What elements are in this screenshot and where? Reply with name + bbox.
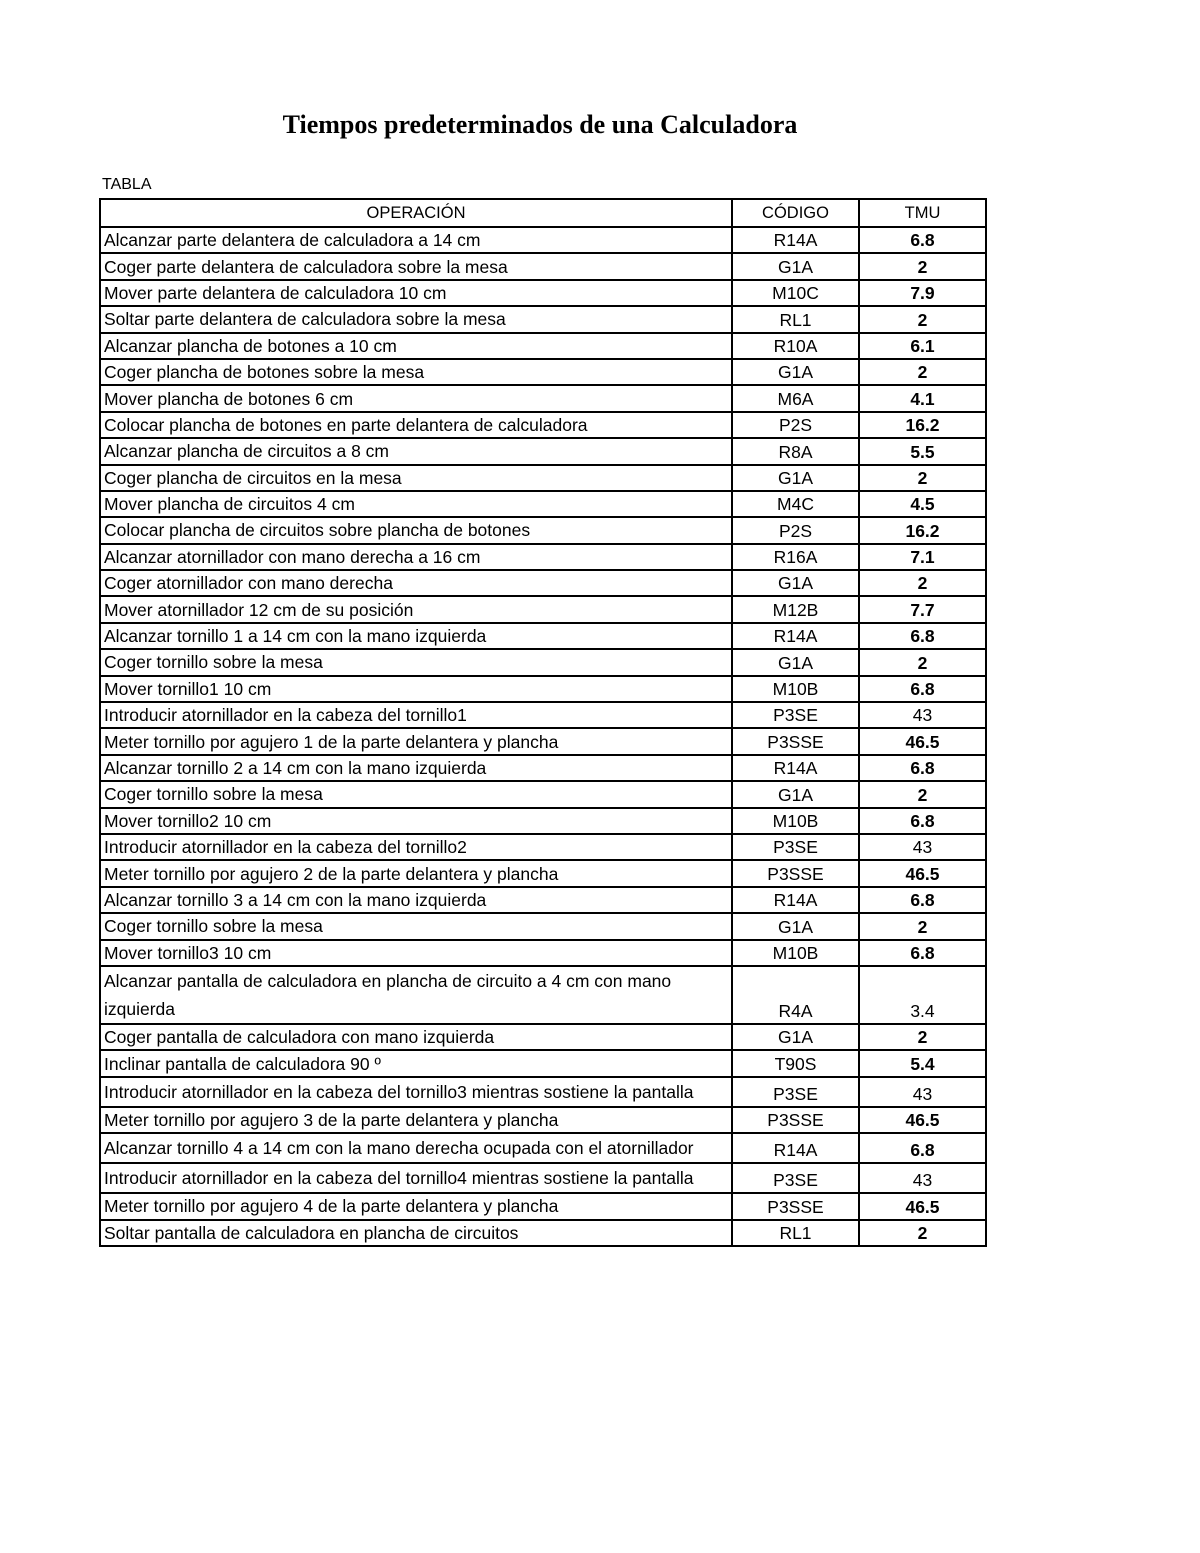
tmu-cell: 6.8 [859, 887, 986, 913]
code-cell: P3SSE [732, 1193, 859, 1219]
operation-cell: Mover atornillador 12 cm de su posición [100, 596, 732, 622]
code-cell: M10B [732, 808, 859, 834]
tmu-cell: 43 [859, 1163, 986, 1193]
operation-cell: Coger atornillador con mano derecha [100, 570, 732, 596]
code-cell: G1A [732, 1024, 859, 1050]
code-cell: M10B [732, 940, 859, 966]
code-cell: G1A [732, 781, 859, 807]
operation-cell: Introducir atornillador en la cabeza del tornillo2 [100, 834, 732, 860]
table-row [100, 412, 986, 438]
header-tmu: TMU [859, 199, 986, 227]
table-row [100, 1163, 986, 1193]
table-row [100, 676, 986, 702]
tmu-cell: 46.5 [859, 1193, 986, 1219]
tmu-cell: 2 [859, 465, 986, 491]
operation-cell: Coger tornillo sobre la mesa [100, 781, 732, 807]
tmu-cell: 7.9 [859, 280, 986, 306]
code-cell: G1A [732, 253, 859, 279]
operation-cell: Alcanzar plancha de circuitos a 8 cm [100, 438, 732, 464]
tmu-cell: 3.4 [859, 966, 986, 1024]
table-row [100, 491, 986, 517]
tmu-cell: 7.1 [859, 544, 986, 570]
operation-cell: Soltar parte delantera de calculadora sobre la mesa [100, 306, 732, 332]
tmu-cell: 7.7 [859, 596, 986, 622]
operation-cell: Alcanzar atornillador con mano derecha a 16 cm [100, 544, 732, 570]
operation-cell: Mover tornillo1 10 cm [100, 676, 732, 702]
table-row [100, 517, 986, 543]
tmu-cell: 43 [859, 702, 986, 728]
table-row [100, 465, 986, 491]
operation-cell: Soltar pantalla de calculadora en plancha de circuitos [100, 1220, 732, 1246]
tmu-cell: 6.8 [859, 808, 986, 834]
table-row [100, 1193, 986, 1219]
code-cell: M6A [732, 385, 859, 411]
table-row [100, 1024, 986, 1050]
code-cell: P3SSE [732, 860, 859, 886]
tmu-cell: 43 [859, 1077, 986, 1107]
table-row [100, 860, 986, 886]
header-codigo: CÓDIGO [732, 199, 859, 227]
operation-cell: Alcanzar parte delantera de calculadora a 14 cm [100, 227, 732, 253]
code-cell: P3SE [732, 834, 859, 860]
operation-cell: Mover plancha de circuitos 4 cm [100, 491, 732, 517]
tmu-cell: 5.4 [859, 1050, 986, 1076]
operation-cell: Mover tornillo2 10 cm [100, 808, 732, 834]
tmu-cell: 2 [859, 306, 986, 332]
tmu-cell: 16.2 [859, 517, 986, 543]
operation-cell: Meter tornillo por agujero 2 de la parte delantera y plancha [100, 860, 732, 886]
code-cell: G1A [732, 649, 859, 675]
tmu-cell: 6.8 [859, 1133, 986, 1163]
table-row [100, 438, 986, 464]
code-cell: R14A [732, 227, 859, 253]
header-operacion: OPERACIÓN [100, 199, 732, 227]
operation-cell: Introducir atornillador en la cabeza del tornillo1 [100, 702, 732, 728]
tmu-cell: 6.1 [859, 333, 986, 359]
operation-cell: Coger parte delantera de calculadora sobre la mesa [100, 253, 732, 279]
operation-cell: Alcanzar tornillo 4 a 14 cm con la mano derecha ocupada con el atornillador [100, 1133, 732, 1163]
code-cell: R16A [732, 544, 859, 570]
operation-cell: Colocar plancha de circuitos sobre plancha de botones [100, 517, 732, 543]
code-cell: RL1 [732, 306, 859, 332]
operation-cell: Coger plancha de circuitos en la mesa [100, 465, 732, 491]
operation-cell: Meter tornillo por agujero 4 de la parte delantera y plancha [100, 1193, 732, 1219]
operation-cell: Introducir atornillador en la cabeza del tornillo3 mientras sostiene la pantalla [100, 1077, 732, 1107]
operation-cell: Coger plancha de botones sobre la mesa [100, 359, 732, 385]
code-cell: R14A [732, 887, 859, 913]
operation-cell: Coger tornillo sobre la mesa [100, 649, 732, 675]
table-label: TABLA [102, 176, 152, 193]
tmu-cell: 16.2 [859, 412, 986, 438]
operation-cell: Mover plancha de botones 6 cm [100, 385, 732, 411]
table-row [100, 1133, 986, 1163]
code-cell: P3SE [732, 702, 859, 728]
tmu-cell: 6.8 [859, 755, 986, 781]
code-cell: T90S [732, 1050, 859, 1076]
tmu-cell: 2 [859, 1220, 986, 1246]
table-row [100, 808, 986, 834]
operation-cell: Introducir atornillador en la cabeza del tornillo4 mientras sostiene la pantalla [100, 1163, 732, 1193]
tmu-cell: 2 [859, 1024, 986, 1050]
tmu-cell: 2 [859, 649, 986, 675]
operation-cell: Alcanzar tornillo 1 a 14 cm con la mano izquierda [100, 623, 732, 649]
tmu-cell: 6.8 [859, 623, 986, 649]
tmu-cell: 6.8 [859, 676, 986, 702]
tmu-cell: 46.5 [859, 728, 986, 754]
table-row [100, 1050, 986, 1076]
table-row [100, 544, 986, 570]
table-row [100, 623, 986, 649]
tmu-cell: 4.1 [859, 385, 986, 411]
code-cell: P3SE [732, 1163, 859, 1193]
code-cell: G1A [732, 570, 859, 596]
operation-cell: Alcanzar tornillo 2 a 14 cm con la mano izquierda [100, 755, 732, 781]
code-cell: R14A [732, 1133, 859, 1163]
code-cell: P2S [732, 412, 859, 438]
tmu-cell: 46.5 [859, 1107, 986, 1133]
table-row [100, 385, 986, 411]
table-row [100, 306, 986, 332]
table-row [100, 333, 986, 359]
code-cell: R14A [732, 755, 859, 781]
table-row [100, 227, 986, 253]
operation-cell: Coger tornillo sobre la mesa [100, 913, 732, 939]
code-cell: P3SSE [732, 728, 859, 754]
tmu-cell: 2 [859, 253, 986, 279]
table-row [100, 649, 986, 675]
tmu-cell: 2 [859, 570, 986, 596]
table-row [100, 728, 986, 754]
code-cell: M10C [732, 280, 859, 306]
operation-cell: Meter tornillo por agujero 3 de la parte delantera y plancha [100, 1107, 732, 1133]
tmu-cell: 4.5 [859, 491, 986, 517]
code-cell: M4C [732, 491, 859, 517]
code-cell: R8A [732, 438, 859, 464]
operation-cell: Mover parte delantera de calculadora 10 cm [100, 280, 732, 306]
tmu-cell: 2 [859, 913, 986, 939]
code-cell: G1A [732, 359, 859, 385]
code-cell: R4A [732, 966, 859, 1024]
tmu-cell: 2 [859, 359, 986, 385]
table-row [100, 570, 986, 596]
operation-cell: Inclinar pantalla de calculadora 90 º [100, 1050, 732, 1076]
code-cell: R14A [732, 623, 859, 649]
operation-cell: Alcanzar tornillo 3 a 14 cm con la mano izquierda [100, 887, 732, 913]
table-row [100, 1077, 986, 1107]
tmu-cell: 2 [859, 781, 986, 807]
operation-cell: Mover tornillo3 10 cm [100, 940, 732, 966]
operation-cell: Alcanzar pantalla de calculadora en plancha de circuito a 4 cm con mano izquierda [100, 966, 732, 1024]
tmu-cell: 46.5 [859, 860, 986, 886]
code-cell: M12B [732, 596, 859, 622]
code-cell: G1A [732, 465, 859, 491]
table-row [100, 1220, 986, 1246]
document-title: Tiempos predeterminados de una Calculadora [282, 110, 798, 139]
table-row [100, 834, 986, 860]
table-row [100, 755, 986, 781]
operation-cell: Colocar plancha de botones en parte delantera de calculadora [100, 412, 732, 438]
table-row [100, 966, 986, 1024]
table-row [100, 887, 986, 913]
table-row [100, 702, 986, 728]
operation-cell: Coger pantalla de calculadora con mano izquierda [100, 1024, 732, 1050]
operation-cell: Meter tornillo por agujero 1 de la parte delantera y plancha [100, 728, 732, 754]
table-row [100, 596, 986, 622]
table-row [100, 940, 986, 966]
tmu-cell: 5.5 [859, 438, 986, 464]
tmu-cell: 6.8 [859, 227, 986, 253]
code-cell: R10A [732, 333, 859, 359]
table-row [100, 1107, 986, 1133]
table-row [100, 359, 986, 385]
tmu-cell: 6.8 [859, 940, 986, 966]
code-cell: P2S [732, 517, 859, 543]
code-cell: RL1 [732, 1220, 859, 1246]
code-cell: G1A [732, 913, 859, 939]
table-header-row [100, 199, 986, 227]
table-row [100, 781, 986, 807]
table-body [100, 227, 986, 1246]
operation-cell: Alcanzar plancha de botones a 10 cm [100, 333, 732, 359]
tmu-cell: 43 [859, 834, 986, 860]
table-row [100, 253, 986, 279]
tmu-table [99, 198, 987, 1247]
table-row [100, 913, 986, 939]
code-cell: M10B [732, 676, 859, 702]
table-row [100, 280, 986, 306]
code-cell: P3SSE [732, 1107, 859, 1133]
code-cell: P3SE [732, 1077, 859, 1107]
